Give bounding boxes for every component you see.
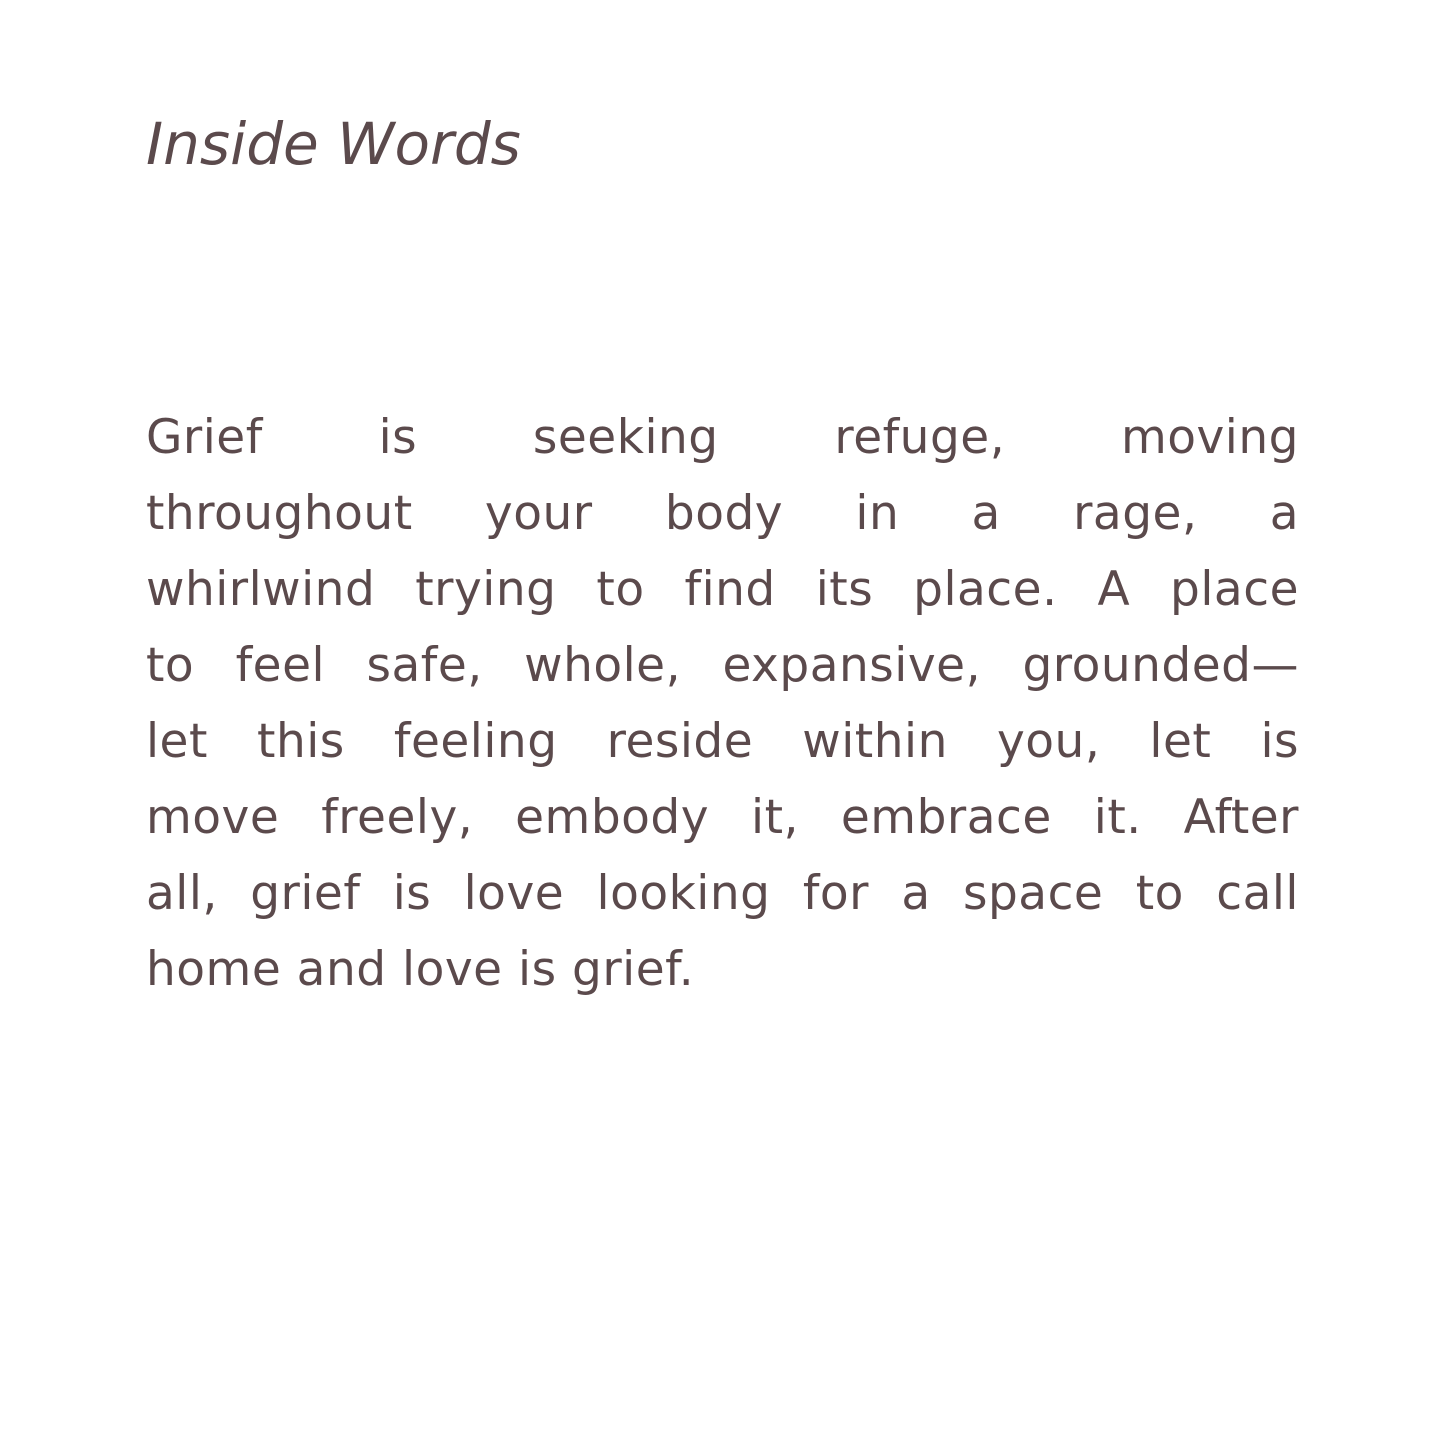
body-line: throughout your body in a rage, a <box>146 486 1299 541</box>
body-line: all, grief is love looking for a space to call <box>146 866 1299 921</box>
page-title: Inside Words <box>146 110 521 178</box>
body-line: Grief is seeking refuge, moving <box>146 410 1299 465</box>
body-line: home and love is grief. <box>146 942 695 997</box>
body-line: let this feeling reside within you, let is <box>146 714 1299 769</box>
body-line: whirlwind trying to find its place. A place <box>146 562 1299 617</box>
body-paragraph <box>146 400 1299 1008</box>
body-line: move freely, embody it, embrace it. After <box>146 790 1299 845</box>
body-line: to feel safe, whole, expansive, grounded— <box>146 638 1299 693</box>
